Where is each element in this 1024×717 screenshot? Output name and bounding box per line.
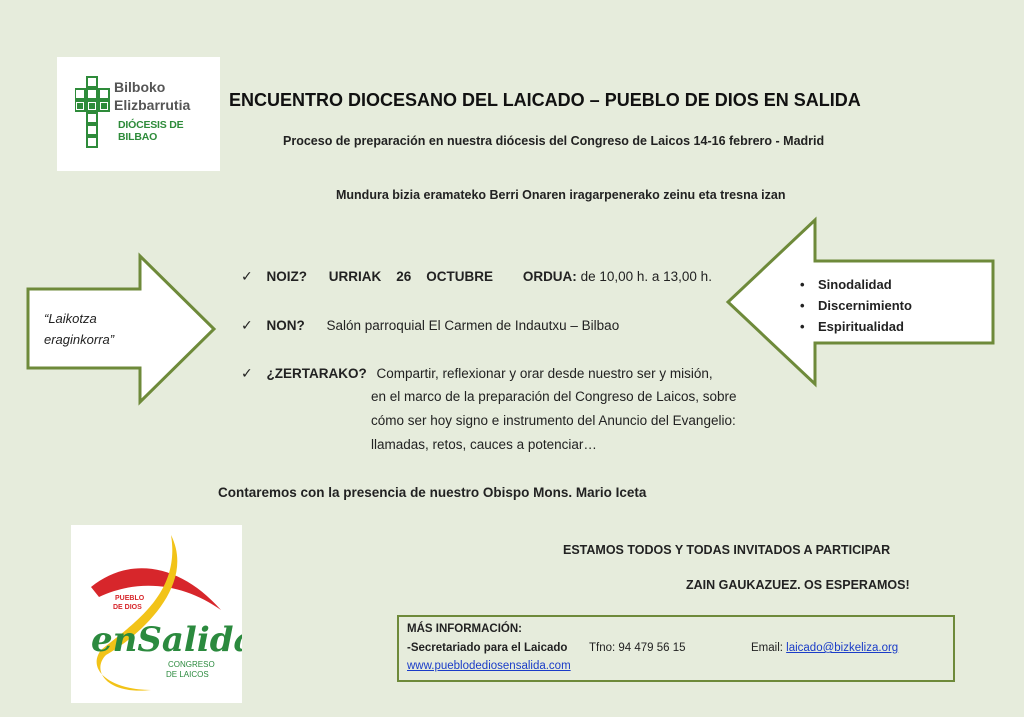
right-arrow-list	[800, 274, 912, 337]
check-icon: ✓	[241, 317, 253, 333]
basque-motto: Mundura bizia eramateko Berri Onaren iragarpenerako zeinu eta tresna izan	[336, 188, 786, 202]
en-salida-logo-graphic	[71, 525, 242, 703]
email-label: Email:	[751, 642, 783, 654]
email-link[interactable]: laicado@bizkeliza.org	[786, 642, 899, 654]
check-icon: ✓	[241, 365, 253, 381]
info-heading: MÁS INFORMACIÓN:	[407, 623, 522, 635]
left-arrow-line2: eraginkorra”	[44, 332, 115, 347]
page-subtitle: Proceso de preparación en nuestra diócesis del Congreso de Laicos 14-16 febrero - Madrid	[283, 134, 825, 148]
info-org-row	[407, 642, 567, 654]
left-arrow-text	[44, 308, 114, 350]
logo-bottom-text2: DE LAICOS	[166, 670, 209, 679]
bishop-note: Contaremos con la presencia de nuestro Obispo Mons. Mario Iceta	[218, 485, 647, 500]
info-web-row	[407, 660, 571, 672]
list-item: • Espiritualidad	[800, 316, 912, 337]
purpose-line: cómo ser hoy signo e instrumento del Anuncio del Evangelio:	[371, 413, 736, 428]
diocese-logo	[57, 57, 220, 171]
invitation-line1: ESTAMOS TODOS Y TODAS INVITADOS A PARTICIPAR	[563, 543, 891, 557]
where-label: NON?	[266, 318, 305, 333]
when-row	[241, 268, 712, 285]
info-email-row	[751, 642, 898, 654]
time-value: de 10,00 h. a 13,00 h.	[580, 269, 712, 284]
purpose-row	[241, 365, 713, 382]
info-box	[397, 615, 955, 682]
info-phone: Tfno: 94 479 56 15	[589, 642, 686, 654]
en-salida-logo	[71, 525, 242, 703]
purpose-line: llamadas, retos, cauces a potenciar…	[371, 437, 597, 452]
website-link[interactable]: www.pueblodediosensalida.com	[407, 660, 571, 672]
left-arrow-line1: “Laikotza	[44, 311, 97, 326]
where-row	[241, 317, 619, 334]
logo-top-text: PUEBLO	[115, 595, 145, 602]
purpose-line: Compartir, reflexionar y orar desde nuestro ser y misión,	[376, 366, 713, 381]
list-item: • Discernimiento	[800, 295, 912, 316]
time-label: ORDUA:	[522, 269, 577, 284]
logo-top-text2: DE DIOS	[113, 604, 142, 611]
page-title: ENCUENTRO DIOCESANO DEL LAICADO – PUEBLO DE DIOS EN SALIDA	[229, 90, 861, 110]
logo-bottom-text1: CONGRESO	[168, 660, 215, 669]
invitation-line2: ZAIN GAUKAZUEZ. OS ESPERAMOS!	[686, 578, 910, 592]
when-label: NOIZ?	[266, 269, 307, 284]
cross-grid-icon	[75, 75, 111, 155]
where-value: Salón parroquial El Carmen de Indautxu – Bilbao	[326, 318, 620, 333]
when-value: URRIAK 26 OCTUBRE	[328, 269, 494, 284]
list-item: • Sinodalidad	[800, 274, 912, 295]
purpose-line: en el marco de la preparación del Congreso de Laicos, sobre	[371, 389, 737, 404]
logo-main-text: enSalida	[91, 620, 242, 660]
logo-subtitle: DIÓCESIS DE BILBAO	[118, 119, 184, 143]
info-org: -Secretariado para el Laicado	[407, 642, 568, 654]
logo-line1: Bilboko	[114, 79, 166, 95]
check-icon: ✓	[241, 268, 253, 284]
logo-line2: Elizbarrutia	[114, 97, 191, 113]
purpose-label: ¿ZERTARAKO?	[266, 366, 367, 381]
